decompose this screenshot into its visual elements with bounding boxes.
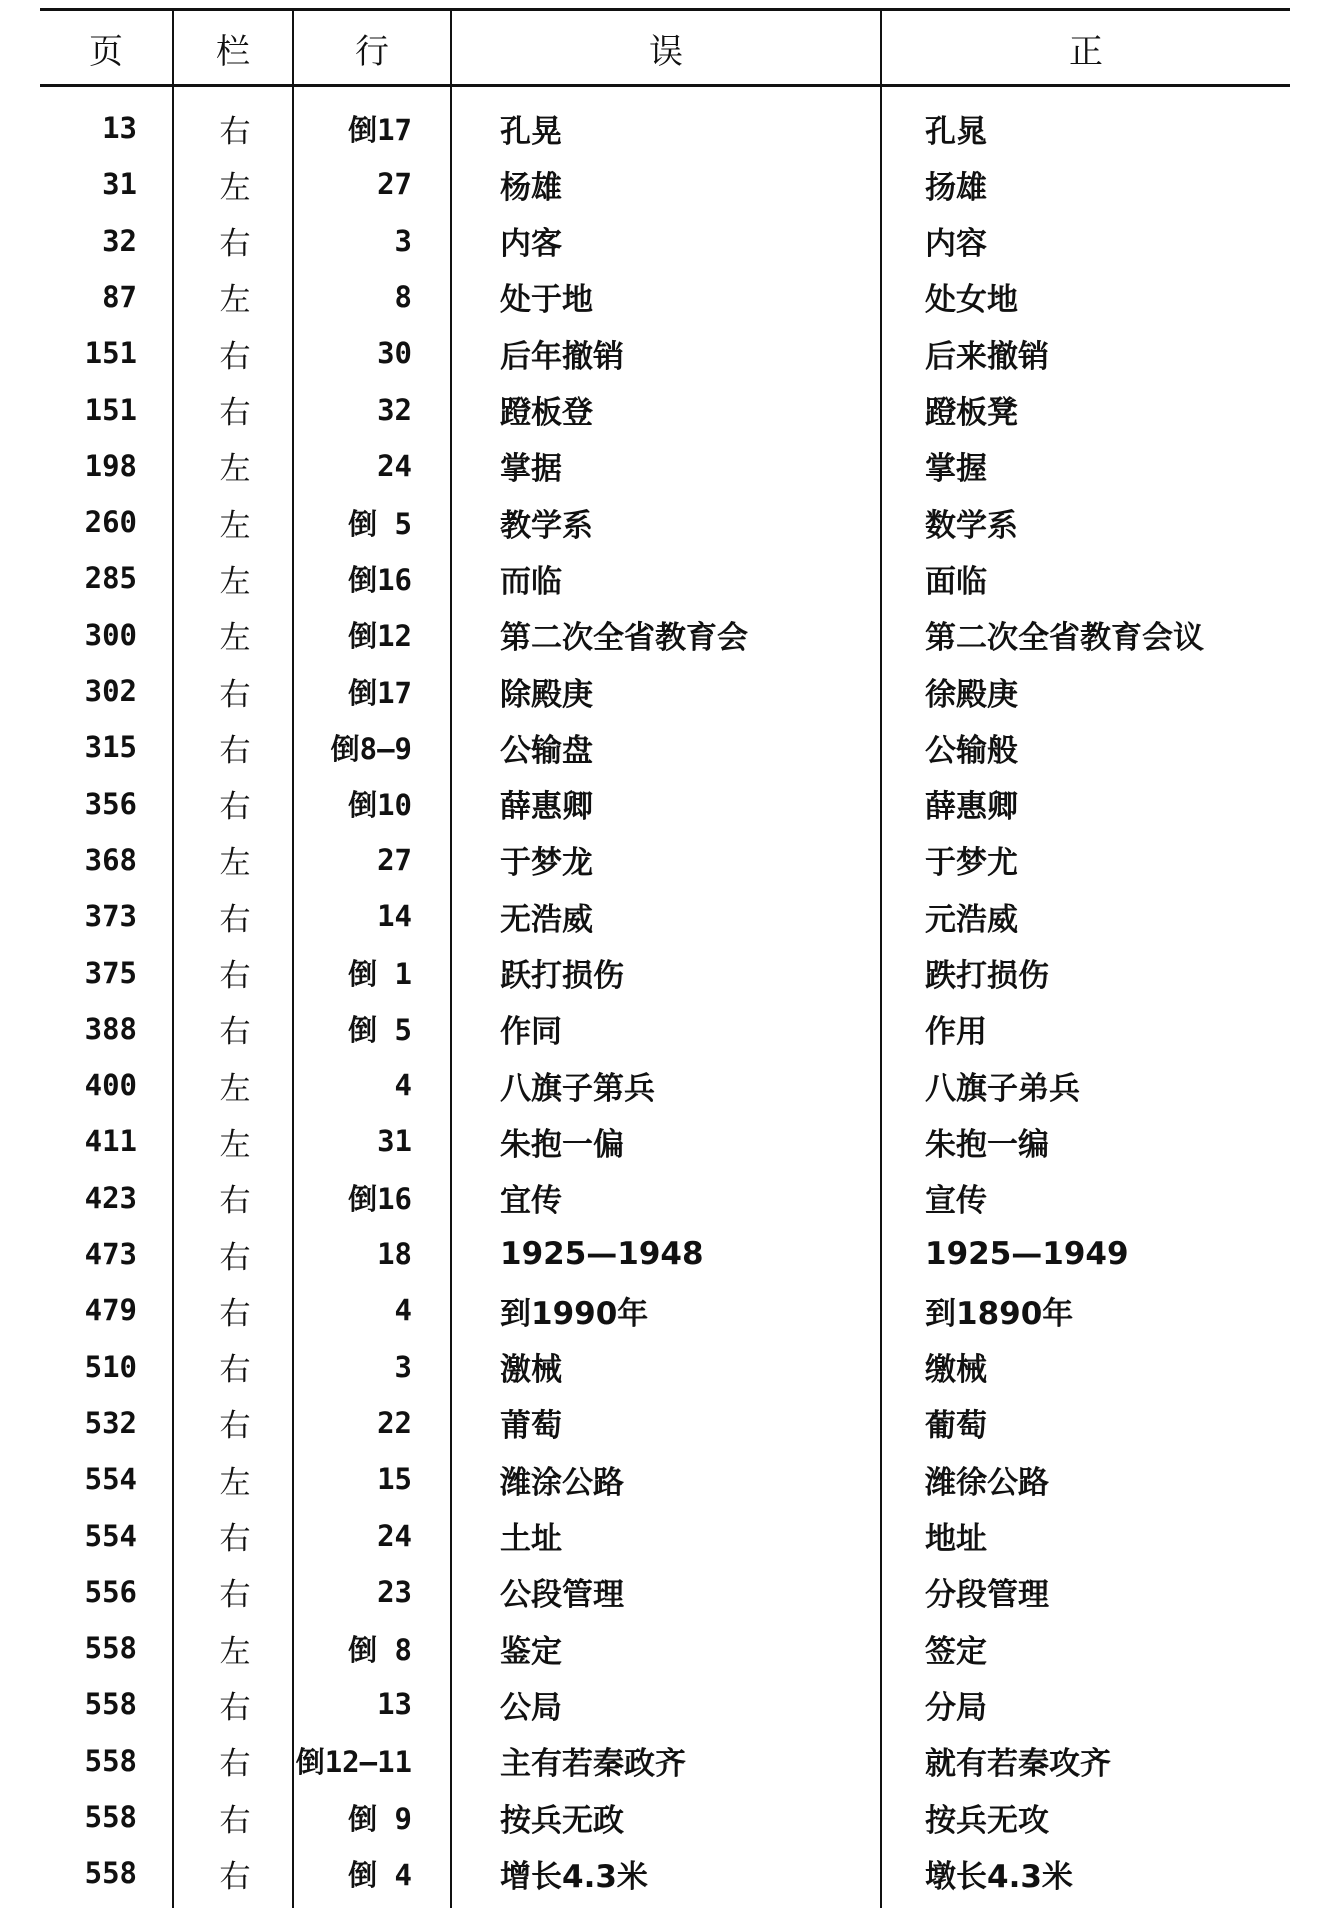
column-side-cell: 右: [219, 958, 251, 994]
wrong-text-cell: 第二次全省教育会: [500, 620, 748, 657]
wrong-text-cell: 除殿庚: [500, 676, 593, 713]
line-number-cell: 倒12—11: [295, 1745, 412, 1780]
correct-text-cell: 面临: [925, 563, 987, 600]
page-number-cell: 411: [84, 1124, 137, 1159]
column-side-cell: 左: [219, 620, 251, 657]
page-number-cell: 32: [102, 223, 137, 258]
correct-text-cell: 后来撤销: [925, 338, 1049, 375]
page-number-cell: 532: [84, 1405, 137, 1440]
line-number-cell: 3: [394, 1349, 412, 1384]
page-number-cell: 302: [84, 674, 137, 708]
table-row: [0, 1339, 1327, 1395]
column-side-cell: 右: [219, 1295, 251, 1332]
correct-text-cell: 宣传: [925, 1183, 987, 1220]
line-number-cell: 24: [377, 448, 412, 483]
correct-text-cell: 扬雄: [925, 169, 987, 206]
page-number-cell: 556: [84, 1574, 137, 1609]
line-number-cell: 22: [377, 1405, 412, 1440]
correct-text-cell: 墩长4.3米: [925, 1858, 1073, 1895]
header-wrong: 误: [649, 31, 683, 72]
column-side-cell: 右: [219, 395, 251, 431]
column-side-cell: 右: [219, 1239, 251, 1276]
column-side-cell: 右: [219, 338, 251, 375]
wrong-text-cell: 公局: [500, 1689, 562, 1726]
page-number-cell: 423: [84, 1180, 137, 1215]
table-row: [0, 494, 1327, 550]
table-row: [0, 776, 1327, 832]
page-number-cell: 31: [102, 167, 137, 202]
table-row: [0, 1676, 1327, 1732]
correct-text-cell: 按兵无攻: [925, 1802, 1049, 1839]
correct-text-cell: 签定: [925, 1633, 987, 1670]
correct-text-cell: 第二次全省教育会议: [925, 620, 1204, 657]
page-number-cell: 388: [84, 1011, 137, 1046]
correct-text-cell: 地址: [925, 1521, 987, 1557]
table-row: [0, 100, 1327, 156]
line-number-cell: 倒 5: [348, 1013, 412, 1048]
column-side-cell: 右: [219, 1408, 251, 1445]
correct-text-cell: 八旗子弟兵: [925, 1070, 1080, 1107]
page-number-cell: 558: [84, 1856, 137, 1891]
correct-text-cell: 徐殿庚: [925, 676, 1018, 713]
line-number-cell: 32: [377, 392, 412, 427]
page-number-cell: 198: [84, 448, 137, 483]
line-number-cell: 倒12: [348, 619, 412, 654]
column-side-cell: 右: [219, 676, 251, 713]
wrong-text-cell: 土址: [500, 1521, 562, 1557]
column-side-cell: 左: [219, 1464, 251, 1501]
column-side-cell: 左: [219, 507, 251, 544]
line-number-cell: 倒 1: [348, 957, 412, 991]
wrong-text-cell: 教学系: [500, 507, 593, 544]
column-side-cell: 右: [219, 226, 251, 263]
line-number-cell: 倒 9: [348, 1801, 412, 1836]
header-line: 行: [355, 31, 389, 72]
page-number-cell: 375: [84, 955, 137, 990]
wrong-text-cell: 公段管理: [500, 1577, 624, 1614]
table-row: [0, 1395, 1327, 1451]
wrong-text-cell: 公输盘: [500, 732, 593, 769]
line-number-cell: 倒16: [348, 1182, 412, 1217]
table-row: [0, 607, 1327, 663]
table-row: [0, 1226, 1327, 1282]
wrong-text-cell: 蹬板登: [500, 395, 593, 431]
page-number-cell: 558: [84, 1631, 137, 1666]
wrong-text-cell: 到1990年: [500, 1295, 649, 1332]
line-number-cell: 4: [394, 1293, 412, 1328]
column-side-cell: 左: [219, 563, 251, 600]
line-number-cell: 倒17: [348, 112, 412, 147]
correct-text-cell: 公输般: [925, 732, 1018, 769]
correct-text-cell: 跌打损伤: [925, 958, 1049, 994]
table-row: [0, 1001, 1327, 1057]
page-number-cell: 300: [84, 617, 137, 652]
correct-text-cell: 作用: [925, 1014, 987, 1051]
page-number-cell: 558: [84, 1687, 137, 1722]
line-number-cell: 13: [377, 1687, 412, 1722]
page-number-cell: 151: [84, 392, 137, 427]
wrong-text-cell: 于梦龙: [500, 845, 593, 882]
line-number-cell: 倒 8: [348, 1632, 412, 1667]
wrong-text-cell: 薛惠卿: [500, 789, 593, 826]
line-number-cell: 27: [377, 842, 412, 877]
table-row: [0, 832, 1327, 888]
table-row: [0, 1733, 1327, 1789]
table-row: [0, 1789, 1327, 1845]
column-side-cell: 右: [219, 1802, 251, 1839]
correct-text-cell: 元浩威: [925, 901, 1018, 938]
wrong-text-cell: 孔晃: [500, 113, 562, 150]
correct-text-cell: 到1890年: [925, 1295, 1074, 1332]
column-side-cell: 左: [219, 1126, 251, 1163]
line-number-cell: 倒16: [348, 562, 412, 597]
wrong-text-cell: 八旗子第兵: [500, 1070, 655, 1107]
table-row: [0, 213, 1327, 269]
table-row: [0, 269, 1327, 325]
correct-text-cell: 薛惠卿: [925, 789, 1018, 826]
line-number-cell: 30: [377, 336, 412, 371]
wrong-text-cell: 增长4.3米: [500, 1858, 648, 1895]
table-row: [0, 1508, 1327, 1564]
table-row: [0, 156, 1327, 212]
table-row: [0, 1620, 1327, 1676]
column-side-cell: 右: [219, 113, 251, 150]
table-top-rule: [40, 8, 1290, 11]
table-row: [0, 550, 1327, 606]
line-number-cell: 倒8—9: [330, 731, 412, 766]
column-side-cell: 右: [219, 1746, 251, 1783]
table-row: [0, 888, 1327, 944]
column-side-cell: 右: [219, 1183, 251, 1220]
wrong-text-cell: 杨雄: [500, 169, 562, 206]
correct-text-cell: 孔晁: [925, 113, 987, 150]
page-number-cell: 554: [84, 1462, 137, 1497]
wrong-text-cell: 按兵无政: [500, 1802, 624, 1839]
page-number-cell: 151: [84, 336, 137, 371]
column-side-cell: 右: [219, 789, 251, 826]
correct-text-cell: 掌握: [925, 451, 987, 488]
page-number-cell: 315: [84, 730, 137, 765]
line-number-cell: 3: [394, 223, 412, 258]
page-number-cell: 558: [84, 1743, 137, 1778]
page-number-cell: 373: [84, 899, 137, 934]
line-number-cell: 24: [377, 1518, 412, 1553]
page-number-cell: 87: [102, 279, 137, 314]
table-row: [0, 663, 1327, 719]
wrong-text-cell: 而临: [500, 563, 562, 600]
line-number-cell: 8: [394, 279, 412, 314]
wrong-text-cell: 宜传: [500, 1183, 562, 1220]
table-row: [0, 1057, 1327, 1113]
column-side-cell: 左: [219, 845, 251, 882]
table-row: [0, 382, 1327, 438]
table-row: [0, 719, 1327, 775]
wrong-text-cell: 朱抱一偏: [500, 1126, 624, 1163]
header-column: 栏: [216, 31, 250, 72]
column-side-cell: 左: [219, 282, 251, 319]
page-number-cell: 285: [84, 561, 137, 596]
wrong-text-cell: 主有若秦政齐: [500, 1746, 686, 1783]
column-side-cell: 左: [219, 1633, 251, 1670]
wrong-text-cell: 潍涂公路: [500, 1464, 624, 1501]
line-number-cell: 倒 4: [348, 1857, 412, 1892]
correct-text-cell: 1925—1949: [925, 1236, 1129, 1272]
column-side-cell: 左: [219, 1070, 251, 1107]
line-number-cell: 18: [377, 1237, 412, 1271]
line-number-cell: 14: [377, 899, 412, 934]
line-number-cell: 4: [394, 1068, 412, 1103]
correct-text-cell: 潍徐公路: [925, 1464, 1049, 1501]
correct-text-cell: 内容: [925, 226, 987, 263]
wrong-text-cell: 激械: [500, 1352, 562, 1389]
wrong-text-cell: 跃打损伤: [500, 958, 624, 994]
page-number-cell: 558: [84, 1800, 137, 1834]
column-side-cell: 右: [219, 1858, 251, 1895]
column-side-cell: 右: [219, 1577, 251, 1614]
header-correct: 正: [1069, 31, 1103, 72]
table-row: [0, 1282, 1327, 1338]
correct-text-cell: 葡萄: [925, 1408, 987, 1445]
column-side-cell: 左: [219, 451, 251, 488]
line-number-cell: 倒17: [348, 675, 412, 710]
column-side-cell: 右: [219, 1521, 251, 1557]
line-number-cell: 23: [377, 1574, 412, 1609]
page-number-cell: 13: [102, 111, 137, 145]
wrong-text-cell: 后年撤销: [500, 338, 624, 375]
page-number-cell: 554: [84, 1518, 137, 1553]
wrong-text-cell: 1925—1948: [500, 1236, 704, 1272]
correct-text-cell: 蹬板凳: [925, 395, 1018, 431]
page-number-cell: 400: [84, 1068, 137, 1103]
wrong-text-cell: 掌据: [500, 451, 562, 488]
column-side-cell: 右: [219, 901, 251, 938]
table-header-rule: [40, 84, 1290, 87]
correct-text-cell: 缴械: [925, 1352, 987, 1389]
table-row: [0, 1113, 1327, 1169]
wrong-text-cell: 鉴定: [500, 1633, 562, 1670]
page-number-cell: 368: [84, 842, 137, 877]
line-number-cell: 倒 5: [348, 506, 412, 541]
column-side-cell: 右: [219, 1689, 251, 1726]
correct-text-cell: 于梦尤: [925, 845, 1018, 882]
correct-text-cell: 分局: [925, 1689, 987, 1726]
table-row: [0, 945, 1327, 1001]
page-number-cell: 473: [84, 1237, 137, 1271]
column-side-cell: 右: [219, 732, 251, 769]
page-number-cell: 260: [84, 505, 137, 540]
line-number-cell: 27: [377, 167, 412, 202]
column-side-cell: 右: [219, 1352, 251, 1389]
table-row: [0, 1170, 1327, 1226]
wrong-text-cell: 作同: [500, 1014, 562, 1051]
correct-text-cell: 数学系: [925, 507, 1018, 544]
wrong-text-cell: 处于地: [500, 282, 593, 319]
table-row: [0, 1845, 1327, 1901]
page-number-cell: 510: [84, 1349, 137, 1384]
page-number-cell: 356: [84, 786, 137, 821]
wrong-text-cell: 无浩威: [500, 901, 593, 938]
table-row: [0, 1564, 1327, 1620]
table-row: [0, 438, 1327, 494]
header-page: 页: [89, 31, 123, 72]
wrong-text-cell: 莆萄: [500, 1408, 562, 1445]
table-row: [0, 325, 1327, 381]
column-side-cell: 右: [219, 1014, 251, 1051]
line-number-cell: 倒10: [348, 788, 412, 823]
page-number-cell: 479: [84, 1293, 137, 1328]
correct-text-cell: 朱抱一编: [925, 1126, 1049, 1163]
table-row: [0, 1451, 1327, 1507]
line-number-cell: 15: [377, 1462, 412, 1497]
line-number-cell: 31: [377, 1124, 412, 1159]
column-side-cell: 左: [219, 169, 251, 206]
wrong-text-cell: 内客: [500, 226, 562, 263]
correct-text-cell: 就有若秦攻齐: [925, 1746, 1111, 1783]
correct-text-cell: 处女地: [925, 282, 1018, 319]
correct-text-cell: 分段管理: [925, 1577, 1049, 1614]
